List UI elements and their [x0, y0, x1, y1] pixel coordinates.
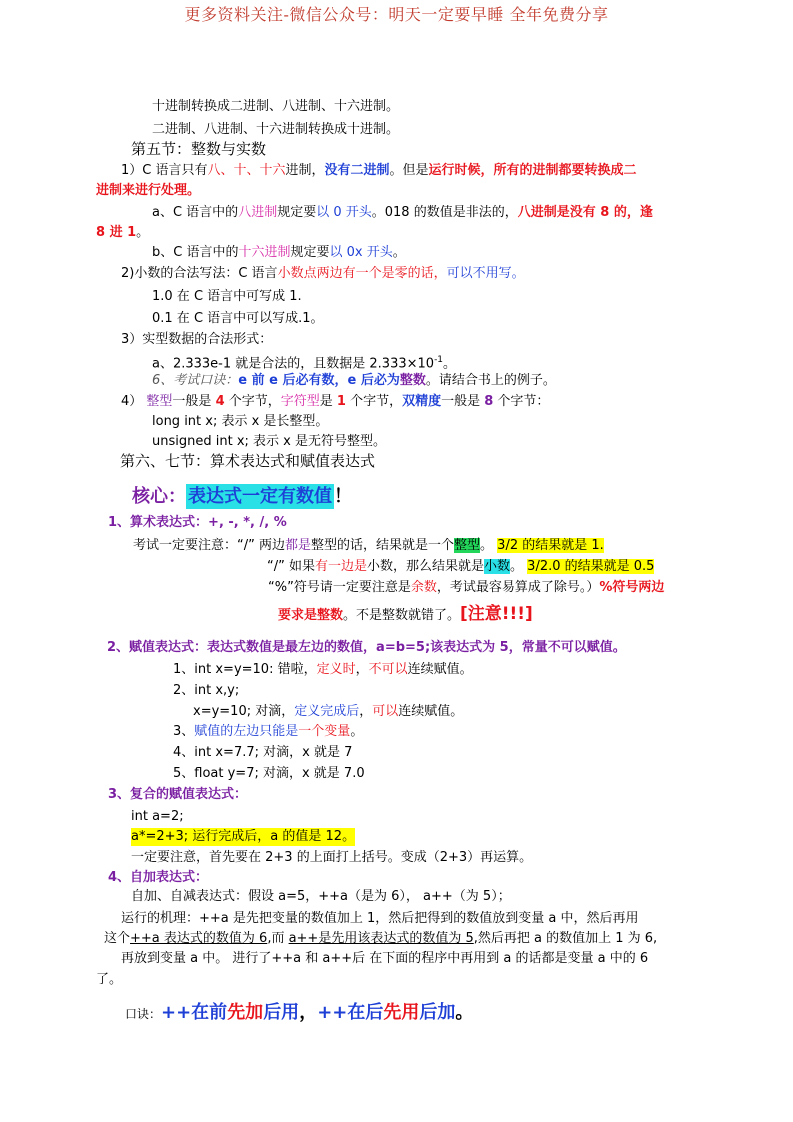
sub-2-item-4: 4、int x=7.7; 对滴，x 就是 7 — [173, 745, 353, 760]
sub-3a: int a=2; — [131, 809, 184, 824]
para-4a: long int x; 表示 x 是长整型。 — [152, 414, 329, 429]
line-bin-conversion: 二进制、八进制、十六进制转换成十进制。 — [152, 122, 400, 137]
sub-4b: 运行的机理：++a 是先把变量的数值加上 1，然后把得到的数值放到变量 a 中，然后再用 — [121, 911, 639, 926]
para-2a: 1.0 在 C 语言中可写成 1. — [152, 289, 302, 304]
para-a: a、C 语言中的八进制规定要以 0 开头。018 的数值是非法的，八进制是没有 8 的，逢 — [152, 205, 653, 220]
sub-2-item-5: 5、float y=7; 对滴，x 就是 7.0 — [173, 766, 365, 781]
para-3a: a、2.333e-1 就是合法的，且数据是 $2.333\times 10^{-1}$。 — [152, 355, 457, 372]
mnemonic: 口诀：++在前先加后用，++在后先用后加。 — [125, 1002, 474, 1023]
sub-1-title: 1、算术表达式：+, -, *, /, % — [108, 515, 287, 530]
sub-2-item-3: 3、赋值的左边只能是一个变量。 — [173, 724, 364, 739]
sub-2-title: 2、赋值表达式：表达式数值是最左边的数值，a=b=5;该表达式为 5，常量不可以赋值。 — [107, 640, 626, 655]
para-b: b、C 语言中的十六进制规定要以 0x 开头。 — [152, 245, 406, 260]
line-dec-conversion: 十进制转换成二进制、八进制、十六进制。 — [152, 99, 400, 114]
sub-3-title: 3、复合的赋值表达式： — [108, 787, 248, 802]
sub-2-item-2b: x=y=10; 对滴，定义完成后，可以连续赋值。 — [193, 704, 464, 719]
para-3b: 6、考试口诀：e 前 e 后必有数，e 后必为整数。请结合书上的例子。 — [152, 373, 556, 388]
sub-3b: a*=2+3; 运行完成后，a 的值是 12。 — [131, 829, 356, 844]
sub-2-item-2: 2、int x,y; — [173, 683, 240, 698]
sub-1d: 要求是整数。不是整数就错了。[注意!!!] — [278, 604, 533, 624]
para-a-cont: 8 进 1。 — [96, 225, 150, 240]
para-2b: 0.1 在 C 语言中可以写成.1。 — [152, 311, 324, 326]
core-statement: 核心： 表达式一定有数值 ！ — [132, 486, 352, 507]
sub-2-item-1: 1、int x=y=10: 错啦，定义时，不可以连续赋值。 — [173, 662, 473, 677]
para-1-cont: 进制来进行处理。 — [96, 183, 201, 198]
sub-3c: 一定要注意，首先要在 2+3 的上面打上括号。变成（2+3）再运算。 — [131, 850, 533, 865]
para-4: 4） 整型一般是 4 个字节，字符型是 1 个字节，双精度一般是 8 个字节： — [121, 394, 550, 409]
sub-4-title: 4、自加表达式： — [108, 870, 209, 885]
para-3: 3）实型数据的合法形式： — [121, 332, 273, 347]
sub-1b: “/” 如果有一边是小数，那么结果就是小数。 3/2.0 的结果就是 0.5 — [267, 559, 655, 574]
section-67-title: 第六、七节：算术表达式和赋值表达式 — [120, 452, 376, 470]
sub-4d: 再放到变量 a 中。 进行了++a 和 a++后 在下面的程序中再用到 a 的话都是变量 a 中的 6 — [121, 951, 649, 966]
para-1: 1）C 语言只有八、十、十六进制，没有二进制。但是运行时候，所有的进制都要转换成二 — [121, 163, 637, 178]
sub-4e: 了。 — [96, 972, 123, 987]
page-header: 更多资料关注-微信公众号：明天一定要早睡 全年免费分享 — [184, 5, 609, 24]
para-2: 2)小数的合法写法：C 语言小数点两边有一个是零的话，可以不用写。 — [121, 266, 525, 281]
sub-1a: 考试一定要注意：“/” 两边都是整型的话，结果就是一个整型。 3/2 的结果就是 1. — [133, 538, 604, 553]
section-5-title: 第五节：整数与实数 — [131, 140, 267, 158]
sub-4c: 这个++a 表达式的数值为 6,而 a++是先用该表达式的数值为 5,然后再把 a 的数值加上 1 为 6, — [104, 931, 658, 946]
sub-4a: 自加、自减表达式：假设 a=5，++a（是为 6）， a++（为 5）； — [131, 889, 511, 904]
sub-1c: “%”符号请一定要注意是余数，考试最容易算成了除号。）%符号两边 — [268, 580, 665, 595]
para-4b: unsigned int x; 表示 x 是无符号整型。 — [152, 434, 386, 449]
